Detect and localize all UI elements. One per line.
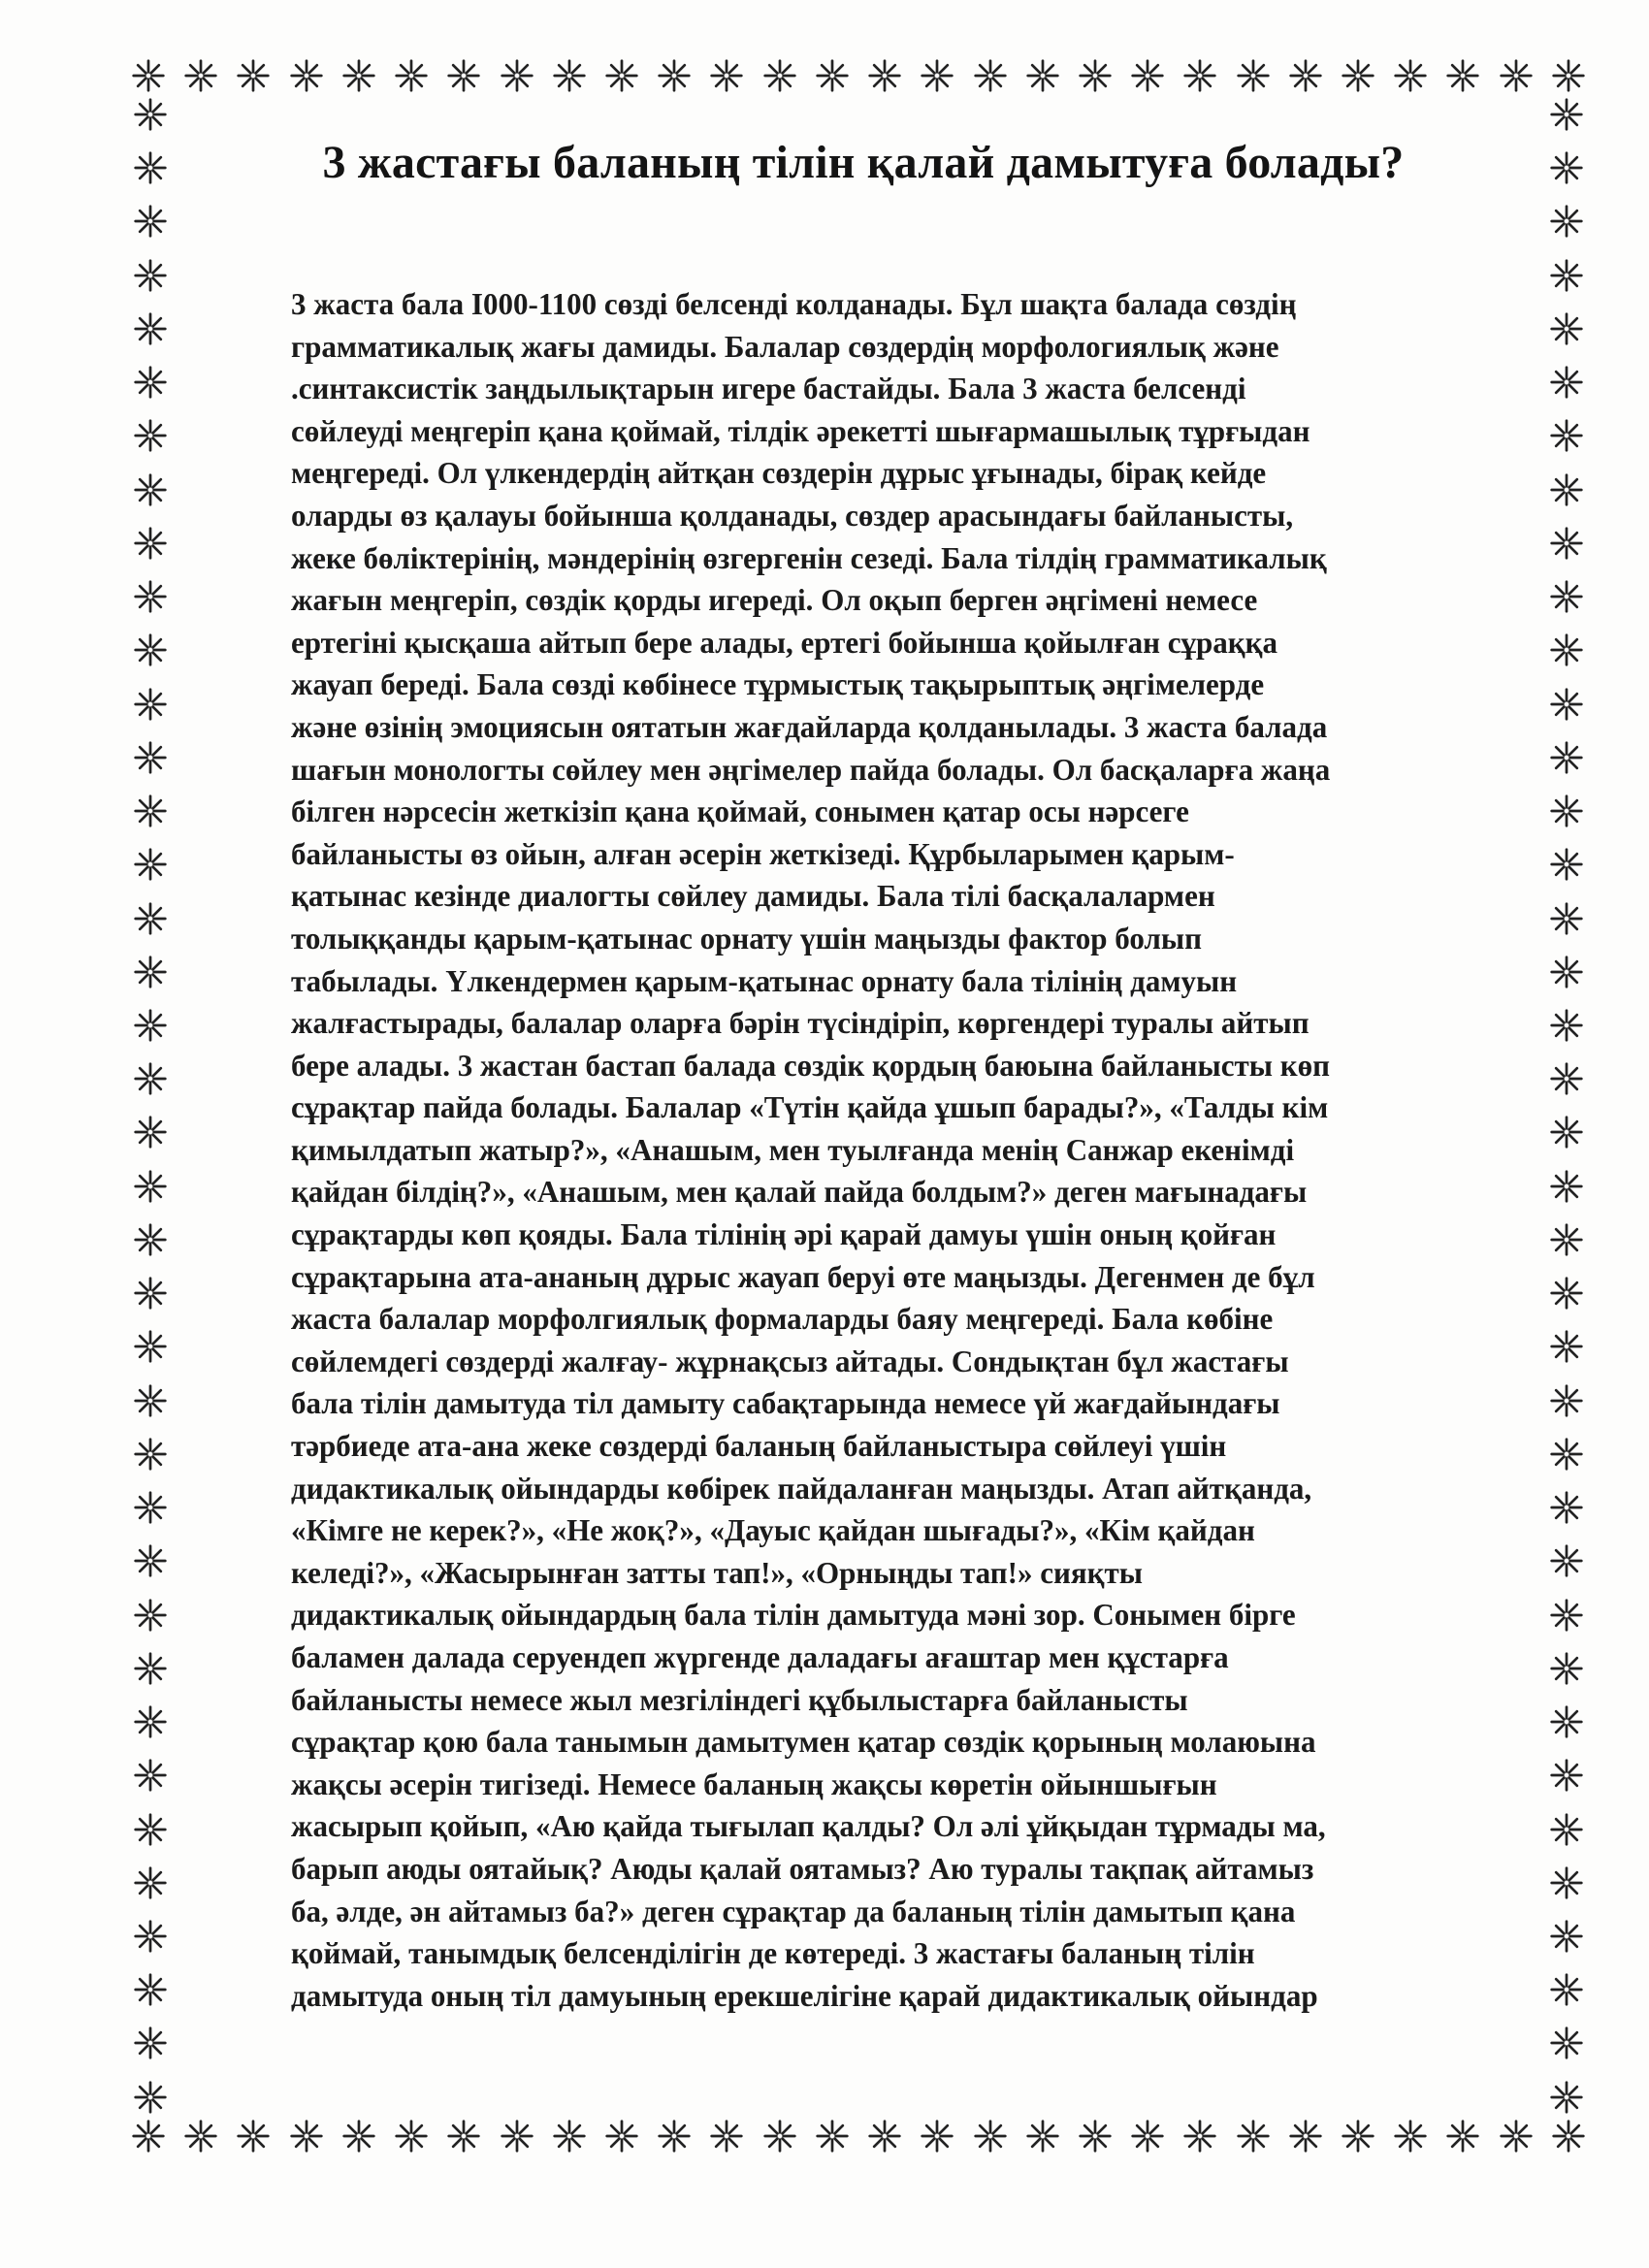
asterisk-star-icon xyxy=(133,632,168,667)
asterisk-star-icon xyxy=(1499,58,1534,93)
asterisk-star-icon xyxy=(133,1919,168,1954)
asterisk-star-icon xyxy=(133,1383,168,1418)
body-line: жауап береді. Бала сөзді көбінесе тұрмыстық тақырыптық әңгімелерде xyxy=(291,667,1265,702)
asterisk-star-icon xyxy=(289,2119,324,2154)
asterisk-star-icon xyxy=(131,58,166,93)
asterisk-star-icon xyxy=(133,579,168,614)
body-line: жаста балалар морфолгиялық формаларды баяу меңгереді. Бала көбіне xyxy=(291,1302,1274,1337)
body-line: дамытуда оның тіл дамуының ерекшелігіне қарай дидактикалық ойындар xyxy=(291,1978,1318,2013)
asterisk-star-icon xyxy=(289,58,324,93)
asterisk-star-icon xyxy=(446,2119,481,2154)
asterisk-star-icon xyxy=(133,687,168,722)
document-title: 3 жастағы баланың тілін қалай дамытуға болады? xyxy=(322,137,1405,188)
body-line: жақсы әсерін тигізеді. Немесе баланың жақсы көретін ойыншығын xyxy=(291,1766,1217,1801)
asterisk-star-icon xyxy=(133,740,168,775)
border-top xyxy=(131,56,1586,95)
asterisk-star-icon xyxy=(133,1276,168,1311)
body-line: шағын монологты сөйлеу мен әңгімелер пайда болады. Ол басқаларға жаңа xyxy=(291,752,1331,787)
body-line: ба, әлде, ән айтамыз ба?» деген сұрақтар да баланың тілін дамытып қана xyxy=(291,1894,1296,1928)
border-bottom xyxy=(131,2117,1586,2155)
body-line: табылады. Үлкендермен қарым-қатынас орнату бала тілінің дамуын xyxy=(291,963,1238,998)
body-line: грамматикалық жағы дамиды. Балалар сөздердің морфологиялық және xyxy=(291,329,1279,364)
asterisk-star-icon xyxy=(657,58,692,93)
asterisk-star-icon xyxy=(1341,2119,1375,2154)
asterisk-star-icon xyxy=(133,1490,168,1525)
asterisk-star-icon xyxy=(133,955,168,989)
asterisk-star-icon xyxy=(1549,97,1584,132)
asterisk-star-icon xyxy=(133,204,168,239)
asterisk-star-icon xyxy=(657,2119,692,2154)
asterisk-star-icon xyxy=(920,2119,954,2154)
body-line: байланысты немесе жыл мезгіліндегі құбылыстарға байланысты xyxy=(291,1682,1188,1717)
asterisk-star-icon xyxy=(133,794,168,828)
body-line: оларды өз қалауы бойынша қолданады, сөздер арасындағы байланысты, xyxy=(291,498,1294,533)
asterisk-star-icon xyxy=(1078,2119,1113,2154)
asterisk-star-icon xyxy=(1549,2025,1584,2060)
body-line: тәрбиеде ата-ана жеке сөздерді баланың байланыстыра сөйлеуі үшін xyxy=(291,1429,1227,1464)
asterisk-star-icon xyxy=(133,1329,168,1364)
asterisk-star-icon xyxy=(1025,58,1060,93)
asterisk-star-icon xyxy=(1549,204,1584,239)
asterisk-star-icon xyxy=(1236,58,1271,93)
asterisk-star-icon xyxy=(1236,2119,1271,2154)
asterisk-star-icon xyxy=(1549,2080,1584,2115)
body-line: білген нәрсесін жеткізіп қана қоймай, сонымен қатар осы нәрсеге xyxy=(291,794,1189,829)
asterisk-star-icon xyxy=(1393,2119,1428,2154)
border-left xyxy=(131,97,170,2115)
asterisk-star-icon xyxy=(133,1812,168,1847)
asterisk-star-icon xyxy=(1288,2119,1323,2154)
body-line: бала тілін дамытуда тіл дамыту сабақтарында немесе үй жағдайындағы xyxy=(291,1386,1280,1421)
asterisk-star-icon xyxy=(762,2119,797,2154)
body-line: бере алады. 3 жастан бастап балада сөздік қордың баюына байланысты көп xyxy=(291,1048,1331,1083)
asterisk-star-icon xyxy=(394,2119,429,2154)
asterisk-star-icon xyxy=(552,58,587,93)
asterisk-star-icon xyxy=(1445,2119,1480,2154)
asterisk-star-icon xyxy=(133,1972,168,2007)
asterisk-star-icon xyxy=(133,1169,168,1204)
asterisk-star-icon xyxy=(133,472,168,507)
asterisk-star-icon xyxy=(920,58,954,93)
body-line: .синтаксистік заңдылықтарын игере бастайды. Бала 3 жаста белсенді xyxy=(291,372,1246,406)
asterisk-star-icon xyxy=(236,2119,271,2154)
asterisk-star-icon xyxy=(133,1704,168,1739)
asterisk-star-icon xyxy=(1551,2119,1586,2154)
body-line: толыққанды қарым-қатынас орнату үшін маңызды фактор болып xyxy=(291,921,1203,956)
asterisk-star-icon xyxy=(867,2119,902,2154)
asterisk-star-icon xyxy=(341,2119,376,2154)
asterisk-star-icon xyxy=(1499,2119,1534,2154)
body-line: жасырып қойып, «Аю қайда тығылап қалды? Ол әлі ұйқыдан тұрмады ма, xyxy=(291,1809,1326,1844)
asterisk-star-icon xyxy=(500,2119,534,2154)
asterisk-star-icon xyxy=(1130,58,1165,93)
asterisk-star-icon xyxy=(1445,58,1480,93)
body-line: жалғастырады, балалар оларға бәрін түсіндіріп, көргендері туралы айтып xyxy=(291,1006,1310,1041)
asterisk-star-icon xyxy=(552,2119,587,2154)
body-line: жеке бөліктерінің, мәндерінің өзгергенін сезеді. Бала тілдің грамматикалық xyxy=(291,540,1327,575)
asterisk-star-icon xyxy=(709,58,744,93)
body-line: сұрақтар қою бала танымын дамытумен қатар сөздік қорының молаюына xyxy=(291,1725,1316,1760)
body-line: дидактикалық ойындардың бала тілін дамытуда мәні зор. Сонымен бірге xyxy=(291,1598,1296,1633)
asterisk-star-icon xyxy=(604,2119,639,2154)
body-line: сұрақтарына ата-ананың дұрыс жауап беруі өте маңызды. Дегенмен де бұл xyxy=(291,1259,1315,1294)
body-line: қимылдатып жатыр?», «Анашым, мен туылғанда менің Санжар екенімді xyxy=(291,1132,1295,1167)
body-line: қайдан білдің?», «Анашым, мен қалай пайда болдым?» деген мағынадағы xyxy=(291,1175,1308,1210)
asterisk-star-icon xyxy=(133,311,168,346)
asterisk-star-icon xyxy=(709,2119,744,2154)
asterisk-star-icon xyxy=(183,2119,218,2154)
body-line: сұрақтарды көп қояды. Бала тілінің әрі қарай дамуы үшін оның қойған xyxy=(291,1217,1277,1252)
asterisk-star-icon xyxy=(341,58,376,93)
asterisk-star-icon xyxy=(133,1865,168,1900)
asterisk-star-icon xyxy=(133,1115,168,1150)
asterisk-star-icon xyxy=(1130,2119,1165,2154)
asterisk-star-icon xyxy=(133,258,168,293)
asterisk-star-icon xyxy=(133,526,168,561)
asterisk-star-icon xyxy=(133,901,168,936)
asterisk-star-icon xyxy=(236,58,271,93)
asterisk-star-icon xyxy=(394,58,429,93)
asterisk-star-icon xyxy=(133,1222,168,1257)
asterisk-star-icon xyxy=(815,58,850,93)
asterisk-star-icon xyxy=(762,58,797,93)
body-line: қатынас кезінде диалогты сөйлеу дамиды. Бала тілі басқалалармен xyxy=(291,879,1215,914)
asterisk-star-icon xyxy=(133,1758,168,1793)
body-line: барып аюды оятайық? Аюды қалай оятамыз? Аю туралы тақпақ айтамыз xyxy=(291,1851,1314,1886)
body-line: сұрақтар пайда болады. Балалар «Түтін қайда ұшып барады?», «Талды кім xyxy=(291,1090,1329,1125)
asterisk-star-icon xyxy=(133,2025,168,2060)
asterisk-star-icon xyxy=(133,150,168,185)
asterisk-star-icon xyxy=(1182,2119,1217,2154)
body-line: байланысты өз ойын, алған әсерін жеткізеді. Құрбыларымен қарым- xyxy=(291,836,1235,871)
body-line: ертегіні қысқаша айтып бере алады, ертегі бойынша қойылған сұраққа xyxy=(291,625,1278,660)
asterisk-star-icon xyxy=(1182,58,1217,93)
body-line: және өзінің эмоциясын оятатын жағдайларда қолданылады. 3 жаста балада xyxy=(291,709,1328,744)
asterisk-star-icon xyxy=(183,58,218,93)
body-line: 3 жаста бала I000-1100 сөзді белсенді колданады. Бұл шақта балада сөздің xyxy=(291,287,1297,321)
asterisk-star-icon xyxy=(604,58,639,93)
asterisk-star-icon xyxy=(1549,150,1584,185)
asterisk-star-icon xyxy=(133,418,168,453)
asterisk-star-icon xyxy=(1078,58,1113,93)
body-line: келеді?», «Жасырынған затты тап!», «Орныңды тап!» сияқты xyxy=(291,1555,1144,1590)
asterisk-star-icon xyxy=(133,1061,168,1096)
asterisk-star-icon xyxy=(133,1598,168,1633)
asterisk-star-icon xyxy=(973,2119,1008,2154)
body-line: дидактикалық ойындарды көбірек пайдаланған маңызды. Атап айтқанда, xyxy=(291,1471,1312,1506)
asterisk-star-icon xyxy=(815,2119,850,2154)
body-line: «Кімге не керек?», «Не жоқ?», «Дауыс қайдан шығады?», «Кім қайдан xyxy=(291,1513,1255,1548)
asterisk-star-icon xyxy=(133,847,168,882)
body-line: баламен далада серуендеп жүргенде даладағы ағаштар мен құстарға xyxy=(291,1640,1229,1674)
asterisk-star-icon xyxy=(133,365,168,400)
asterisk-star-icon xyxy=(973,58,1008,93)
asterisk-star-icon xyxy=(1288,58,1323,93)
asterisk-star-icon xyxy=(133,97,168,132)
asterisk-star-icon xyxy=(133,1437,168,1472)
asterisk-star-icon xyxy=(133,1651,168,1686)
asterisk-star-icon xyxy=(446,58,481,93)
asterisk-star-icon xyxy=(1551,58,1586,93)
body-line: жағын меңгеріп, сөздік қорды игереді. Ол оқып берген әңгімені немесе xyxy=(291,583,1258,618)
body-line: қоймай, танымдық белсенділігін де көтереді. 3 жастағы баланың тілін xyxy=(291,1936,1255,1971)
asterisk-star-icon xyxy=(1341,58,1375,93)
body-line: меңгереді. Ол үлкендердің айтқан сөздерін дұрыс ұғынады, бірақ кейде xyxy=(291,456,1267,491)
body-line: сөйлемдегі сөздерді жалғау- жұрнақсыз айтады. Сондықтан бұл жастағы xyxy=(291,1344,1289,1378)
asterisk-star-icon xyxy=(500,58,534,93)
document-body xyxy=(291,283,1571,2017)
asterisk-star-icon xyxy=(1393,58,1428,93)
asterisk-star-icon xyxy=(867,58,902,93)
asterisk-star-icon xyxy=(133,1543,168,1578)
asterisk-star-icon xyxy=(1025,2119,1060,2154)
asterisk-star-icon xyxy=(133,2080,168,2115)
body-line: сөйлеуді меңгеріп қана қоймай, тілдік әрекетті шығармашылық тұрғыдан xyxy=(291,413,1310,448)
asterisk-star-icon xyxy=(133,1008,168,1043)
asterisk-star-icon xyxy=(131,2119,166,2154)
